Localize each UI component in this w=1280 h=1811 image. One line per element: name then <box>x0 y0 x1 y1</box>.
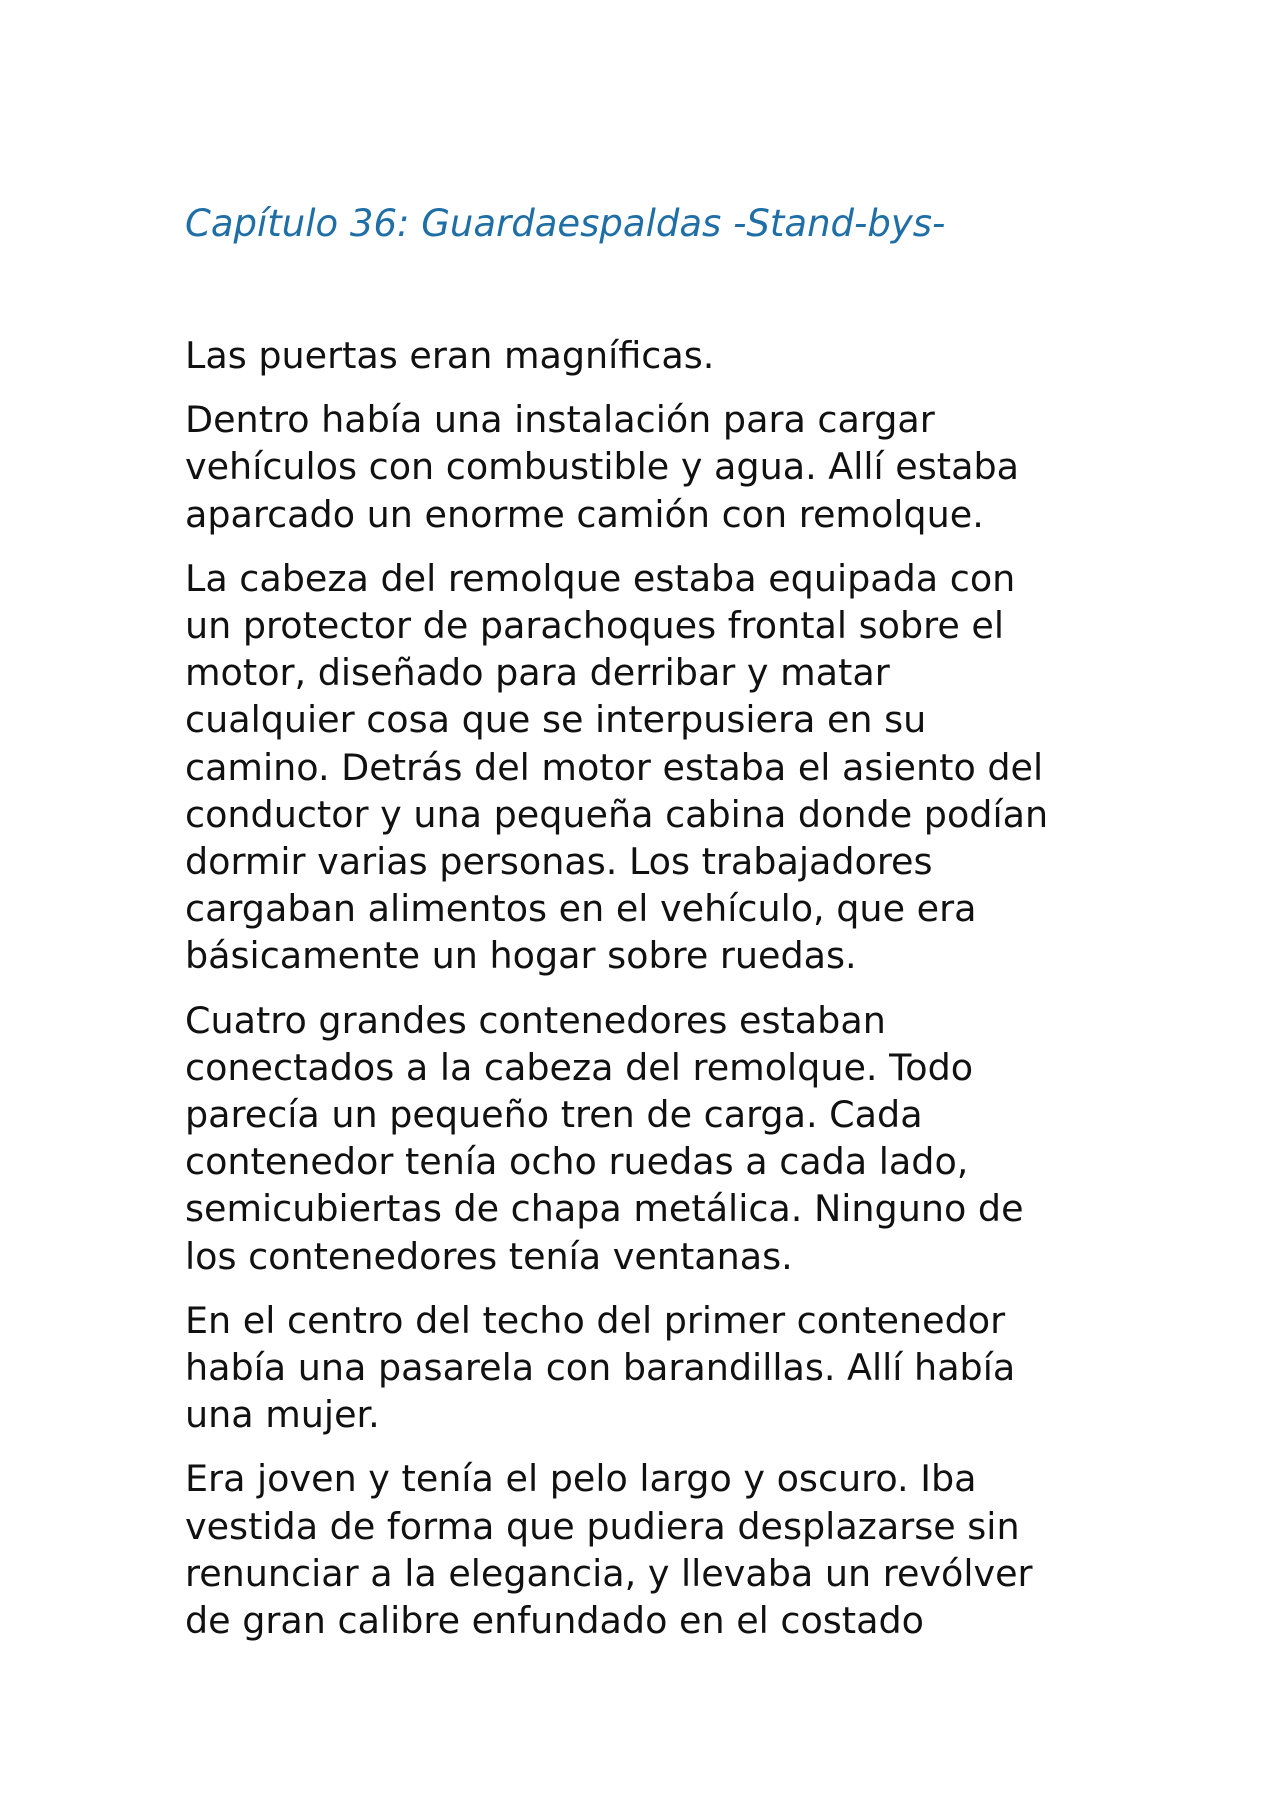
paragraph <box>185 997 1115 1280</box>
text-line: básicamente un hogar sobre ruedas. <box>185 934 857 978</box>
paragraph <box>185 396 1115 538</box>
text-line: de gran calibre enfundado en el costado <box>185 1599 924 1643</box>
text-line: renunciar a la elegancia, y llevaba un revólver <box>185 1551 1033 1595</box>
text-line: conductor y una pequeña cabina donde podían <box>185 792 1049 836</box>
text-line: una mujer. <box>185 1393 380 1437</box>
text-line: cualquier cosa que se interpusiera en su <box>185 698 927 742</box>
text-line: La cabeza del remolque estaba equipada con <box>185 556 1016 600</box>
text-line: un protector de parachoques frontal sobre el <box>185 604 1005 648</box>
paragraph <box>185 555 1115 980</box>
text-line: contenedor tenía ocho ruedas a cada lado, <box>185 1140 969 1184</box>
paragraph <box>185 332 1115 379</box>
text-line: semicubiertas de chapa metálica. Ninguno de <box>185 1187 1024 1231</box>
text-line: los contenedores tenía ventanas. <box>185 1234 793 1278</box>
text-line: había una pasarela con barandillas. Allí había <box>185 1346 1016 1390</box>
text-line: Era joven y tenía el pelo largo y oscuro. Iba <box>185 1457 977 1501</box>
text-line: Dentro había una instalación para cargar <box>185 398 935 442</box>
text-line: vehículos con combustible y agua. Allí estaba <box>185 445 1019 489</box>
paragraph <box>185 1297 1115 1439</box>
text-line: En el centro del techo del primer contenedor <box>185 1298 1006 1342</box>
text-line: Cuatro grandes contenedores estaban <box>185 998 886 1042</box>
text-line: motor, diseñado para derribar y matar <box>185 651 890 695</box>
text-line: vestida de forma que pudiera desplazarse sin <box>185 1504 1020 1548</box>
text-line: parecía un pequeño tren de carga. Cada <box>185 1093 923 1137</box>
text-line: Las puertas eran magníficas. <box>185 334 715 377</box>
text-line: cargaban alimentos en el vehículo, que era <box>185 887 977 931</box>
paragraph <box>185 1455 1115 1644</box>
chapter-body <box>185 332 1115 1661</box>
text-line: aparcado un enorme camión con remolque. <box>185 492 984 536</box>
text-line: conectados a la cabeza del remolque. Todo <box>185 1045 974 1089</box>
text-line: camino. Detrás del motor estaba el asiento del <box>185 745 1044 789</box>
text-line: dormir varias personas. Los trabajadores <box>185 840 933 884</box>
chapter-title: Capítulo 36: Guardaespaldas -Stand-bys- <box>185 202 946 245</box>
